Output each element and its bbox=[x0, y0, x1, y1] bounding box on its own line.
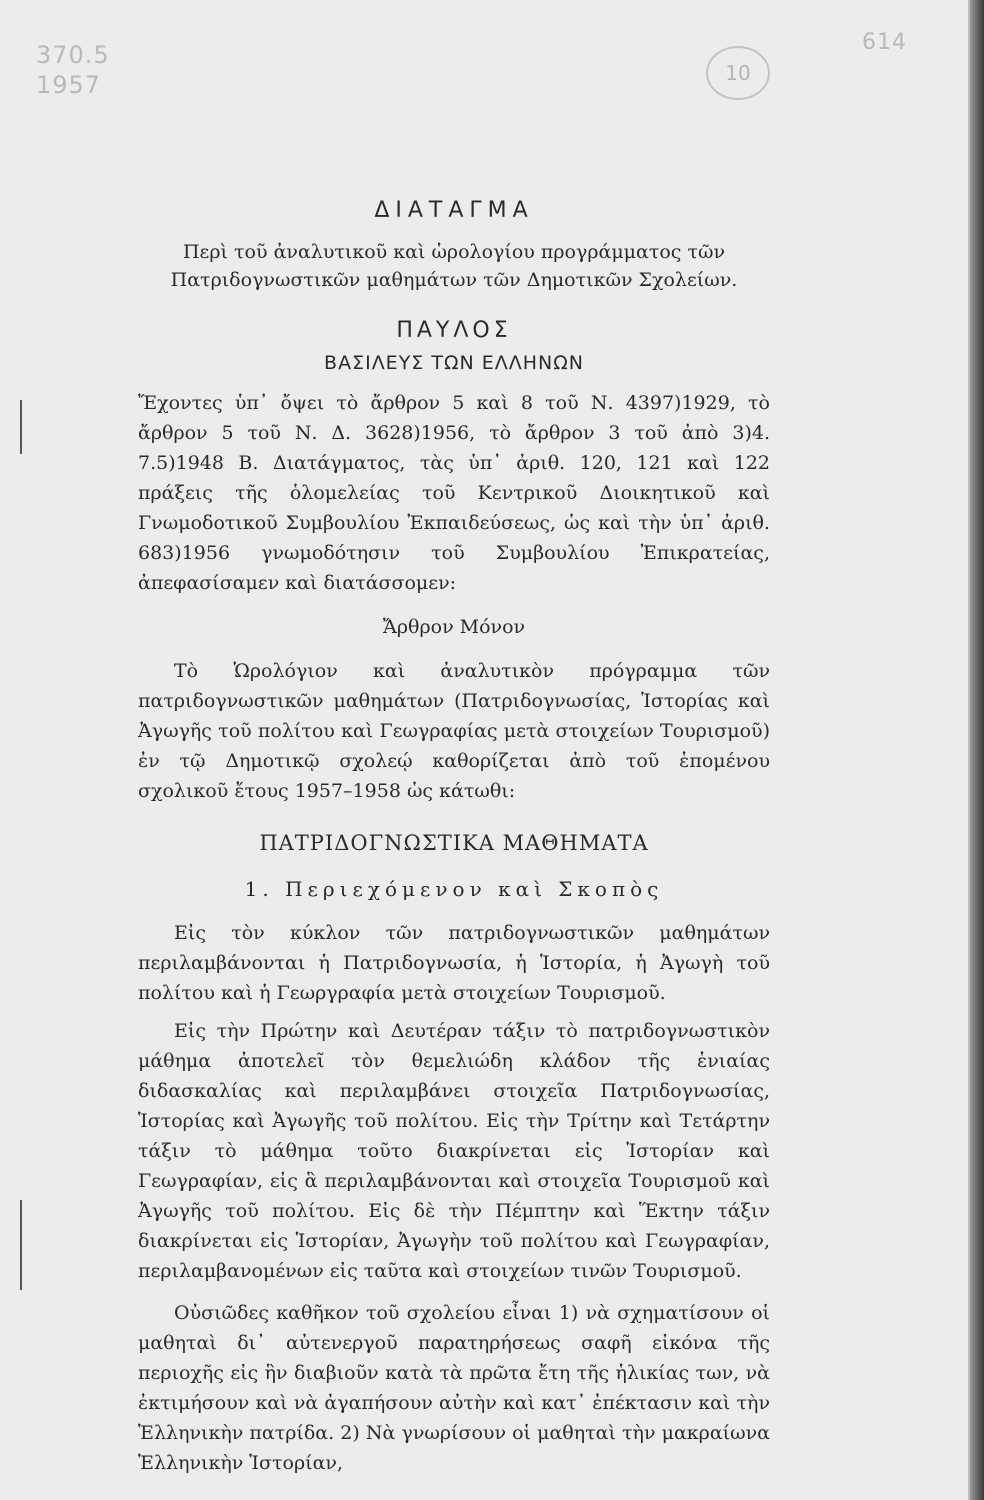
article-text: Τὸ Ὡρολόγιον καὶ ἀναλυτικὸν πρόγραμμα τῶν πατριδογνωστικῶν μαθημάτων (Πατριδογνωσίας, Ἱστορίας καὶ Ἀγωγῆς τοῦ πολίτου καὶ Γεωγραφίας μετὰ στοιχείων Τουρισμοῦ) ἐν τῷ Δημοτικῷ σχολεῴ καθορίζεται ἀπὸ τοῦ ἑπομένου σχολικοῦ ἔτους 1957–1958 ὡς κάτωθι: bbox=[138, 660, 770, 802]
king-name: ΠΑΥΛΟΣ bbox=[396, 318, 512, 343]
call-number-line2: 1957 bbox=[36, 71, 102, 99]
article-heading: Ἄρθρον Μόνον bbox=[382, 616, 526, 638]
preamble-paragraph: Ἔχοντες ὑπ᾽ ὄψει τὸ ἄρθρον 5 καὶ 8 τοῦ Ν. 4397)1929, τὸ ἄρθρον 5 τοῦ Ν. Δ. 3628)1956, τὸ ἄρθρον 3 τοῦ ἀπὸ 3)4. 7.5)1948 Β. Διατάγματος, τὰς ὑπ᾽ ἀριθ. 120, 121 καὶ 122 πράξεις τῆς ὁλομελείας τοῦ Κεντρικοῦ Διοικητικοῦ καὶ Γνωμοδοτικοῦ Συμβουλίου Ἐκπαιδεύσεως, ὡς καὶ τὴν ὑπ᾽ ἀριθ. 683)1956 γνωμοδότησιν τοῦ Συμβουλίου Ἐπικρατείας, ἀπεφασίσαμεν καὶ διατάσσομεν: bbox=[138, 392, 770, 594]
body-paragraph: Εἰς τὸν κύκλον τῶν πατριδογνωστικῶν μαθημάτων περιλαμβάνονται ἡ Πατριδογνωσία, ἡ Ἱστορία, ἡ Ἀγωγὴ τοῦ πολίτου καὶ ἡ Γεωργραφία μετὰ στοιχείων Τουρισμοῦ. bbox=[138, 922, 770, 1004]
margin-bracket bbox=[20, 1200, 28, 1290]
call-number-annotation bbox=[36, 40, 110, 100]
decree-title: ΔΙΑΤΑΓΜΑ bbox=[374, 198, 534, 223]
circled-number-annotation: 10 bbox=[706, 46, 770, 100]
body-paragraph: Οὐσιῶδες καθῆκον τοῦ σχολείου εἶναι 1) νὰ σχηματίσουν οἱ μαθηταὶ δι᾽ αὐτενεργοῦ παρατηρήσεως σαφῆ εἰκόνα τῆς περιοχῆς εἰς ἣν διαβιοῦν κατὰ τὰ πρῶτα ἔτη τῆς ἡλικίας των, νὰ ἐκτιμήσουν καὶ νὰ ἀγαπήσουν αὐτὴν καὶ κατ᾽ ἐπέκτασιν καὶ τὴν Ἑλληνικὴν πατρίδα. 2) Νὰ γνωρίσουν οἱ μαθηταὶ τὴν μακραίωνα Ἑλληνικὴν Ἱστορίαν, bbox=[138, 1302, 770, 1474]
call-number-line1: 370.5 bbox=[36, 41, 110, 69]
king-title: ΒΑΣΙΛΕΥΣ ΤΩΝ ΕΛΛΗΝΩΝ bbox=[324, 352, 584, 374]
section-title: ΠΑΤΡΙΔΟΓΝΩΣΤΙΚΑ ΜΑΘΗΜΑΤΑ bbox=[259, 831, 649, 855]
margin-bracket bbox=[20, 400, 28, 454]
section-subheading: 1. Περιεχόμενον καὶ Σκοπὸς bbox=[244, 877, 664, 901]
document-content bbox=[138, 196, 770, 1478]
subtitle-line-2: Πατριδογνωστικῶν μαθημάτων τῶν Δημοτικῶν Σχολείων. bbox=[170, 269, 738, 291]
body-paragraph: Εἰς τὴν Πρώτην καὶ Δευτέραν τάξιν τὸ πατριδογνωστικὸν μάθημα ἀποτελεῖ τὸν θεμελιώδη κλάδον τῆς ἑνιαίας διδασκαλίας καὶ περιλαμβάνει στοιχεῖα Πατριδογνωσίας, Ἱστορίας καὶ Ἀγωγῆς τοῦ πολίτου. Εἰς τὴν Τρίτην καὶ Τετάρτην τάξιν τὸ μάθημα τοῦτο διακρίνεται εἰς Ἱστορίαν καὶ Γεωγραφίαν, εἰς ἃ περιλαμβάνονται καὶ στοιχεῖα Τουρισμοῦ καὶ Ἀγωγῆς τοῦ πολίτου. Εἰς δὲ τὴν Πέμπτην καὶ Ἕκτην τάξιν διακρίνεται εἰς Ἱστορίαν, Ἀγωγὴν τοῦ πολίτου καὶ Γεωγραφίαν, περιλαμβανομένων εἰς ταῦτα καὶ στοιχείων τινῶν Τουρισμοῦ. bbox=[138, 1020, 770, 1282]
page-number-annotation: 614 bbox=[862, 30, 907, 55]
scan-edge bbox=[970, 0, 984, 1500]
subtitle-line-1: Περὶ τοῦ ἀναλυτικοῦ καὶ ὡρολογίου προγράμματος τῶν bbox=[182, 241, 726, 263]
